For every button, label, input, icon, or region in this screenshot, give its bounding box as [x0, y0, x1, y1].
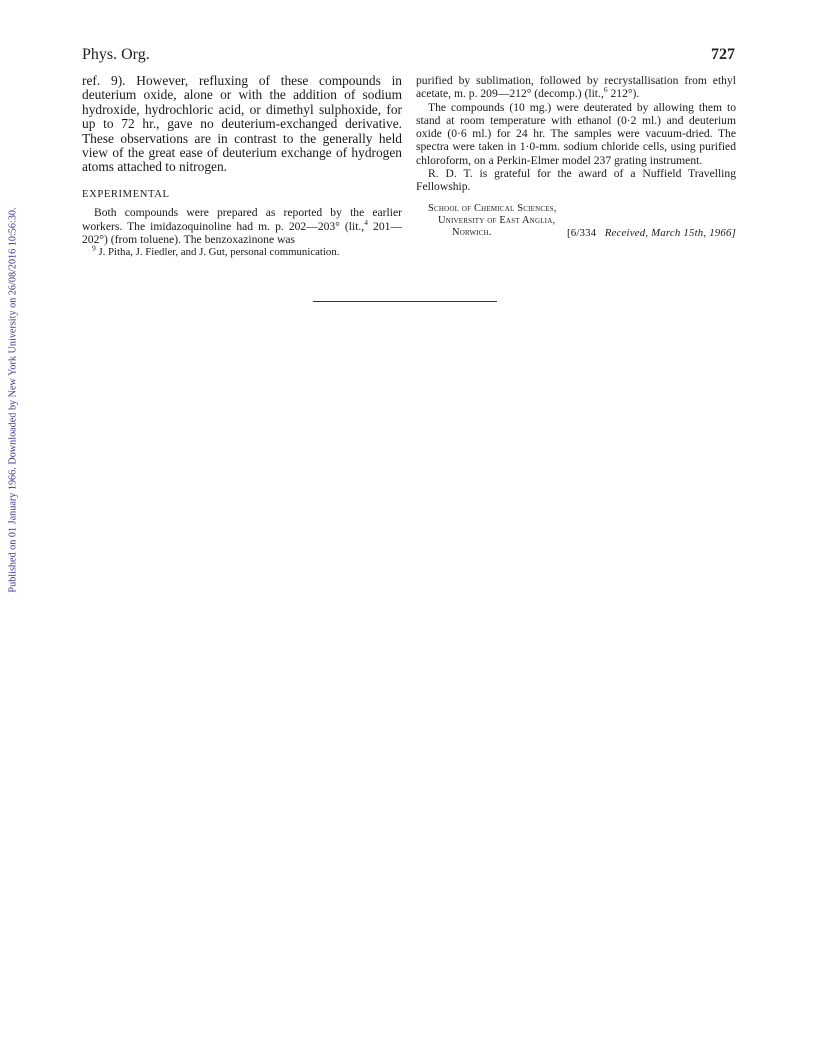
experimental-paragraph [82, 206, 402, 246]
paper-reference: [6/334 [566, 226, 597, 239]
experimental-text-a: Both compounds were prepared as reported by the earlier workers. The imidazoquinoline had m. p. 202—203° (lit., [82, 206, 402, 233]
section-heading-experimental: EXPERIMENTAL [82, 188, 170, 200]
download-watermark [3, 160, 23, 640]
received-info [567, 227, 736, 240]
received-date: Received, March 15th, 1966] [604, 226, 736, 239]
purification-text-b: 212°). [607, 87, 640, 101]
deuteration-paragraph: The compounds (10 mg.) were deuterated by allowing them to stand at room temperature with ethanol (0·2 ml.) and deuterium oxide (0·6 ml.) for 24 hr. The samples were vacuum-dried. The spectra were taken in 1·0-mm. sodium chloride cells, using purified chloroform, on a Perkin-Elmer model 237 grating instrument. [416, 100, 736, 167]
reference-marker: 6 [603, 85, 608, 95]
address-city: Norwich. [452, 226, 492, 238]
address-line-university: University of East Anglia, [438, 214, 556, 226]
footnote [82, 243, 402, 259]
right-column [416, 74, 736, 240]
journal-title: Phys. Org. [82, 46, 150, 63]
address-line-school: School of Chemical Sciences, [428, 202, 557, 214]
lead-paragraph: ref. 9). However, refluxing of these compounds in deuterium oxide, alone or with the addition of sodium hydroxide, hydrochloric acid, or dimethyl sulphoxide, for up to 72 hr., gave no deuterium-exchanged derivative. These observations are in contrast to the generally held view of the great ease of deuterium exchange of hydrogen atoms attached to nitrogen. [82, 73, 402, 175]
download-watermark-text: Published on 01 January 1966. Downloaded by New York University on 26/08/2016 10:56:30. [7, 207, 19, 593]
purification-text-a: purified by sublimation, followed by recrystallisation from ethyl acetate, m. p. 209—212° (decomp.) (lit., [416, 74, 736, 101]
end-of-article-rule [313, 301, 497, 302]
footnote-marker: 9 [92, 243, 96, 253]
experimental-text-b: 201—202°) (from toluene). The benzoxazinone was [82, 219, 402, 247]
acknowledgement: R. D. T. is grateful for the award of a Nuffield Travelling Fellowship. [416, 167, 736, 194]
left-column [82, 74, 402, 259]
author-address [416, 203, 736, 240]
page-number: 727 [711, 46, 735, 63]
purification-paragraph [416, 74, 736, 101]
footnote-text: J. Pitha, J. Fiedler, and J. Gut, personal communication. [95, 246, 340, 259]
reference-marker: 4 [364, 217, 368, 227]
address-line-city [416, 227, 736, 240]
